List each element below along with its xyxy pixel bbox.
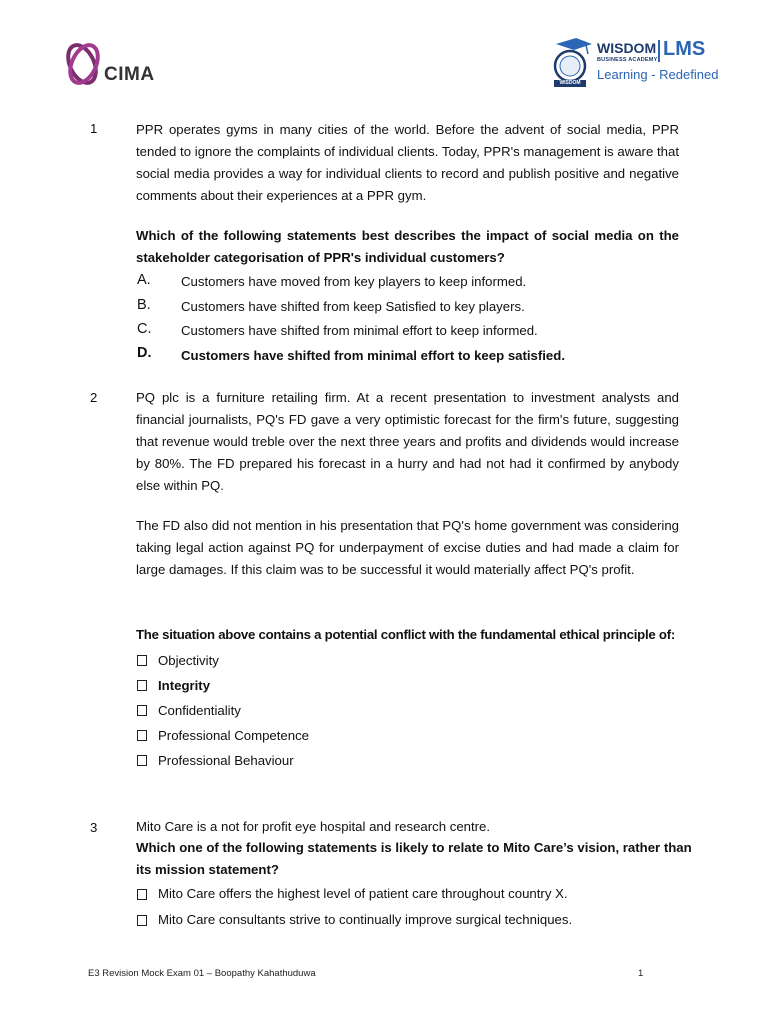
q3-question: Which one of the following statements is likely to relate to Mito Care’s vision, rather than its mission statement? bbox=[136, 840, 692, 877]
wisdom-seal-text: WISDOM bbox=[559, 80, 581, 86]
q2-paragraph-2: The FD also did not mention in his presentation that PQ's home government was considering taking legal action against PQ for underpayment of excise duties and had made a claim for large damages. If this claim was to be successful it would materially affect PQ's profit. bbox=[136, 518, 679, 577]
q1-question: Which of the following statements best describes the impact of social media on the stakeholder categorisation of PPR's individual customers? bbox=[136, 228, 679, 265]
footer-page-number: 1 bbox=[638, 968, 644, 979]
wisdom-lms-logo bbox=[550, 36, 720, 90]
q3-intro: Mito Care is a not for profit eye hospital and research centre. bbox=[136, 819, 491, 834]
q2-option-5-text: Professional Behaviour bbox=[158, 753, 294, 768]
q3-option-1-checkbox[interactable] bbox=[137, 889, 147, 900]
cima-logo-text: CIMA bbox=[104, 64, 155, 85]
q1-option-b-letter: B. bbox=[137, 297, 151, 313]
q3-option-1-text: Mito Care offers the highest level of patient care throughout country X. bbox=[158, 886, 568, 901]
q2-option-3-text: Confidentiality bbox=[158, 703, 241, 718]
q2-option-4-text: Professional Competence bbox=[158, 728, 310, 743]
wisdom-title: WISDOM bbox=[597, 40, 657, 56]
q3-option-2-text: Mito Care consultants strive to continually improve surgical techniques. bbox=[158, 912, 573, 927]
q1-option-b-text: Customers have shifted from keep Satisfied to key players. bbox=[181, 299, 525, 314]
q2-option-1-checkbox[interactable] bbox=[137, 655, 147, 666]
q2-option-2-text: Integrity bbox=[158, 678, 211, 693]
q2-paragraph-1: PQ plc is a furniture retailing firm. At a recent presentation to investment analysts and financial journalists, PQ's FD gave a very optimistic forecast for the firm's future, suggesting that revenue would treble over the next three years and profits and dividends would increase by 80%. The FD prepared his forecast in a hurry and had not had it confirmed by anybody else within PQ. bbox=[136, 390, 679, 493]
q2-option-1-text: Objectivity bbox=[158, 653, 219, 668]
q1-paragraph: PPR operates gyms in many cities of the world. Before the advent of social media, PPR tended to ignore the complaints of individual clients. Today, PPR's management is aware that social media provides a way for individual clients to record and publish positive and negative comments about their experiences at a PPR gym. bbox=[136, 122, 679, 203]
cima-emblem-icon bbox=[66, 40, 102, 88]
q2-number: 2 bbox=[90, 390, 98, 405]
q1-option-c-text: Customers have shifted from minimal effort to keep informed. bbox=[181, 323, 538, 338]
q2-option-4-checkbox[interactable] bbox=[137, 730, 147, 741]
cima-logo bbox=[66, 40, 166, 90]
q2-option-5-checkbox[interactable] bbox=[137, 755, 147, 766]
q1-option-c-letter: C. bbox=[137, 321, 152, 337]
q1-option-d-text: Customers have shifted from minimal effort to keep satisfied. bbox=[181, 348, 565, 363]
q1-option-a-text: Customers have moved from key players to keep informed. bbox=[181, 274, 527, 289]
q2-option-2-checkbox[interactable] bbox=[137, 680, 147, 691]
q1-option-a-letter: A. bbox=[137, 272, 151, 288]
q3-option-2-checkbox[interactable] bbox=[137, 915, 147, 926]
q2-question: The situation above contains a potential conflict with the fundamental ethical principle of: bbox=[136, 627, 675, 642]
wisdom-subtitle: BUSINESS ACADEMY bbox=[597, 57, 658, 63]
lms-divider bbox=[658, 40, 660, 62]
q2-option-3-checkbox[interactable] bbox=[137, 705, 147, 716]
q3-number: 3 bbox=[90, 820, 98, 835]
tagline: Learning - Redefined bbox=[597, 67, 719, 82]
q1-option-d-letter: D. bbox=[137, 345, 152, 361]
lms-text: LMS bbox=[663, 38, 706, 60]
footer-left: E3 Revision Mock Exam 01 – Boopathy Kahathuduwa bbox=[88, 968, 316, 979]
q1-number: 1 bbox=[90, 121, 98, 136]
